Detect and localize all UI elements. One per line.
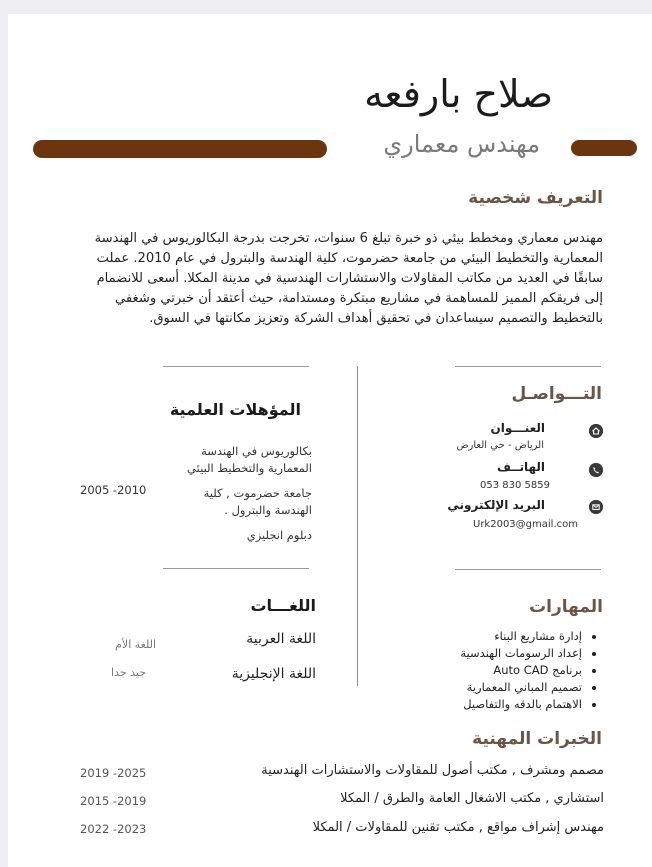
email-value[interactable]: Urk2003@gmail.com: [473, 519, 578, 530]
experience-period: 2015 -2019: [80, 794, 147, 808]
qualifications-heading: المؤهلات العلمية: [169, 400, 301, 419]
contact-heading: التـــواصـل: [511, 384, 602, 404]
experience-period: 2019 -2025: [80, 766, 147, 780]
language-level: اللغة الأم: [115, 638, 156, 651]
email-label: البريد الإلكتروني: [447, 498, 545, 512]
skill-item: • إدارة مشاريع البناء: [460, 628, 582, 645]
experience-role: مهندس إشراف مواقع , مكتب تقنين للمقاولات / المكلا: [312, 820, 604, 835]
phone-icon: [589, 463, 603, 477]
divider-right-mid: [455, 569, 601, 570]
skill-item: • الاهتمام بالدقه والتفاصيل: [460, 696, 582, 713]
decorative-bar-right: [571, 140, 637, 156]
divider-right-top: [455, 366, 601, 367]
vertical-divider: [357, 366, 358, 686]
skills-heading: المهارات: [529, 597, 603, 617]
phone-label: الهاتــف: [496, 460, 545, 474]
languages-heading: اللغـــات: [250, 596, 316, 615]
language-name: اللغة الإنجليزية: [231, 666, 316, 682]
decorative-bar-left: [33, 140, 327, 158]
address-label: العنـــوان: [490, 421, 545, 435]
divider-left-top: [163, 366, 309, 367]
email-icon: [589, 500, 603, 514]
skill-item: • برنامج Auto CAD: [460, 662, 582, 679]
phone-value: 053 830 5859: [480, 480, 550, 491]
language-name: اللغة العربية: [246, 631, 316, 647]
experience-role: استشاري , مكتب الاشغال العامة والطرق / المكلا: [340, 791, 604, 806]
qualification-years: 2005 -2010: [80, 483, 147, 497]
skill-item: • تصميم المباني المعمارية: [460, 679, 582, 696]
home-icon: [589, 424, 603, 438]
experience-heading: الخبرات المهنية: [472, 729, 602, 749]
language-level: جيد جدا: [110, 666, 146, 679]
skill-item: • إعداد الرسومات الهندسية: [460, 645, 582, 662]
experience-period: 2022 -2023: [80, 822, 147, 836]
address-value: الرياض - حي العارض: [456, 440, 544, 451]
job-title: مهندس معماري: [383, 130, 540, 158]
profile-heading: التعريف شخصية: [468, 188, 603, 208]
skills-list: [460, 628, 596, 713]
divider-left-mid: [163, 568, 309, 569]
qualification-university: جامعة حضرموت , كلية الهندسة والبترول .: [203, 486, 312, 517]
qualification-degree: بكالوريوس في الهندسة المعمارية والتخطيط البيئي: [187, 444, 312, 475]
profile-text: مهندس معماري ومخطط بيئي ذو خبرة تبلغ 6 سنوات، تخرجت بدرجة البكالوريوس في الهندسة المعمارية والتخطيط البيئي من جامعة حضرموت، كلية الهندسة والبترول في عام 2010. عملت سابقًا في العديد من مكاتب المقاولات والاستشارات الهندسية في مدينة المكلا. أسعى للانضمام إلى فريقكم المميز للمساهمة في مشاريع مبتكرة ومستدامة، حيث أعتقد أن خبرتي وشغفي بالتخطيط والتصميم سيساعدان في تحقيق أهداف الشركة وتعزيز مكانتها في السوق.: [94, 231, 603, 326]
qualification-diploma: دبلوم انجليزي: [246, 528, 312, 542]
experience-role: مصمم ومشرف , مكتب أصول للمقاولات والاستشارات الهندسية: [261, 763, 604, 778]
candidate-name: صلاح بارفعه: [364, 72, 553, 116]
